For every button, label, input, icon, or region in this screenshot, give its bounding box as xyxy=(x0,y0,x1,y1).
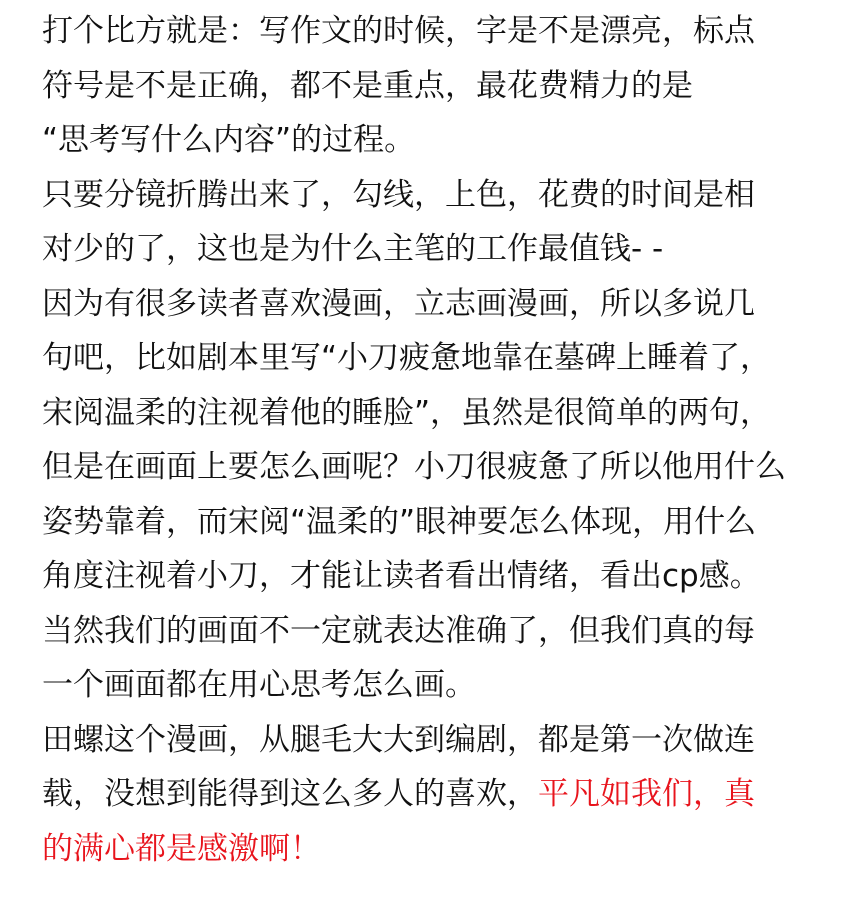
text-line-4: 只要分镜折腾出来了，勾线，上色，花费的时间是相 xyxy=(42,176,755,213)
text-line-7: 句吧，比如剧本里写“小刀疲惫地靠在墓碑上睡着了， xyxy=(42,340,772,376)
text-line-8: 宋阅温柔的注视着他的睡脸”，虽然是很简单的两句， xyxy=(42,394,772,431)
text-line-12: 当然我们的画面不一定就表达准确了，但我们真的每 xyxy=(42,612,755,649)
text-line-6: 因为有很多读者喜欢漫画，立志画漫画，所以多说几 xyxy=(42,285,755,322)
text-line-3: “思考写什么内容”的过程。 xyxy=(42,122,416,158)
text-line-5: 对少的了，这也是为什么主笔的工作最值钱- - xyxy=(42,231,664,267)
text-line-15-black: 载，没想到能得到这么多人的喜欢， xyxy=(42,776,538,812)
text-line-14: 田螺这个漫画，从腿毛大大到编剧，都是第一次做连 xyxy=(42,721,755,758)
highlight-text-part-2: 的满心都是感激啊！ xyxy=(42,830,321,867)
text-line-11: 角度注视着小刀，才能让读者看出情绪，看出cp感。 xyxy=(42,558,761,594)
text-line-2: 符号是不是正确，都不是重点，最花费精力的是 xyxy=(42,67,693,104)
text-line-9: 但是在画面上要怎么画呢？小刀很疲惫了所以他用什么 xyxy=(42,449,786,485)
text-line-15 xyxy=(42,767,828,822)
highlight-text-part-1: 平凡如我们，真 xyxy=(538,776,755,812)
text-line-1: 打个比方就是：写作文的时候，字是不是漂亮，标点 xyxy=(42,13,755,49)
text-line-13: 一个画面都在用心思考怎么画。 xyxy=(42,667,476,703)
text-line-10: 姿势靠着，而宋阅“温柔的”眼神要怎么体现，用什么 xyxy=(42,503,757,540)
